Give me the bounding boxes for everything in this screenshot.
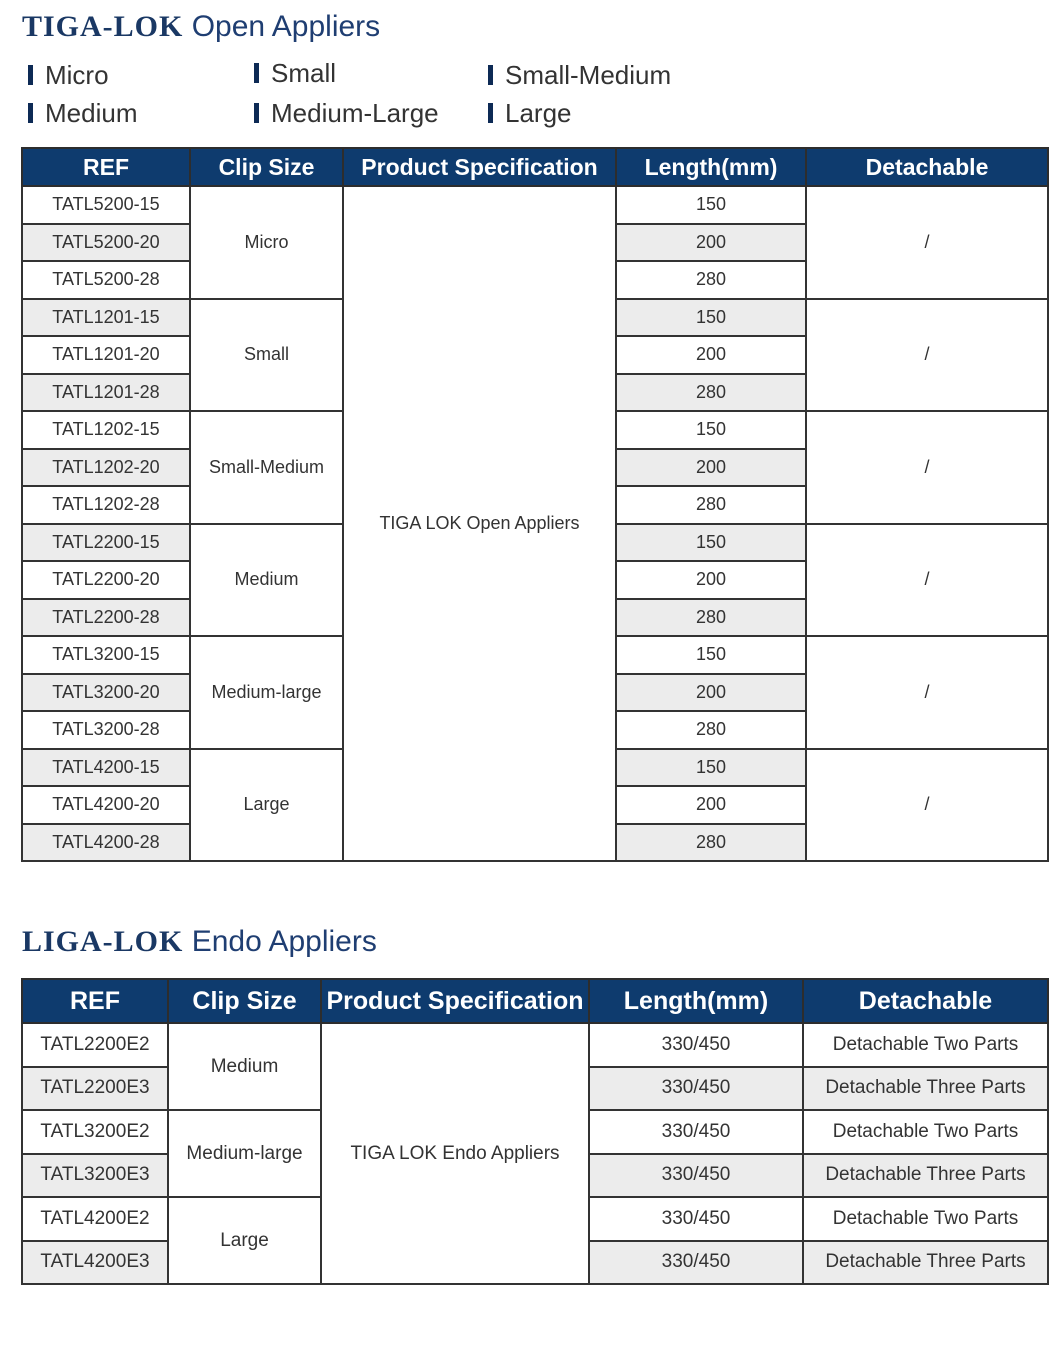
ref-cell: TATL1202-20 <box>22 449 190 487</box>
bullet-bar-icon <box>28 103 33 123</box>
endo-appliers-title <box>22 925 377 959</box>
detachable-cell: / <box>806 299 1048 412</box>
table-header-row <box>22 979 1048 1023</box>
bullet-bar-icon <box>488 65 493 85</box>
length-cell: 200 <box>616 224 806 262</box>
length-cell: 330/450 <box>589 1067 803 1111</box>
bullet-bar-icon <box>254 103 259 123</box>
clip-size-cell: Medium-large <box>190 636 343 749</box>
ref-cell: TATL1201-15 <box>22 299 190 337</box>
detachable-cell: / <box>806 186 1048 299</box>
length-cell: 200 <box>616 561 806 599</box>
bullet-bar-icon <box>28 65 33 85</box>
endo-appliers-table <box>21 978 1049 1285</box>
ref-cell: TATL3200E2 <box>22 1110 168 1154</box>
length-cell: 280 <box>616 374 806 412</box>
clip-size-cell: Micro <box>190 186 343 299</box>
detachable-cell: Detachable Two Parts <box>803 1110 1048 1154</box>
length-cell: 150 <box>616 524 806 562</box>
title-text: Open Appliers <box>191 10 381 43</box>
length-cell: 150 <box>616 636 806 674</box>
col-header-length: Length(mm) <box>589 979 803 1023</box>
table-header-row <box>22 148 1048 186</box>
detachable-cell: Detachable Two Parts <box>803 1023 1048 1067</box>
detachable-cell: Detachable Three Parts <box>803 1241 1048 1285</box>
clip-size-cell: Large <box>190 749 343 862</box>
title-text: Endo Appliers <box>191 925 377 958</box>
col-header-ref: REF <box>22 979 168 1023</box>
ref-cell: TATL2200E3 <box>22 1067 168 1111</box>
clip-size-cell: Small <box>190 299 343 412</box>
length-cell: 150 <box>616 749 806 787</box>
col-header-ref: REF <box>22 148 190 186</box>
detachable-cell: Detachable Three Parts <box>803 1067 1048 1111</box>
detachable-cell: Detachable Two Parts <box>803 1197 1048 1241</box>
ref-cell: TATL1201-20 <box>22 336 190 374</box>
detachable-cell: / <box>806 636 1048 749</box>
length-cell: 330/450 <box>589 1023 803 1067</box>
length-cell: 200 <box>616 336 806 374</box>
ref-cell: TATL1201-28 <box>22 374 190 412</box>
ref-cell: TATL3200-20 <box>22 674 190 712</box>
ref-cell: TATL1202-15 <box>22 411 190 449</box>
col-header-detachable: Detachable <box>806 148 1048 186</box>
length-cell: 330/450 <box>589 1154 803 1198</box>
ref-cell: TATL4200-15 <box>22 749 190 787</box>
length-cell: 150 <box>616 299 806 337</box>
length-cell: 280 <box>616 486 806 524</box>
length-cell: 280 <box>616 711 806 749</box>
ref-cell: TATL2200-28 <box>22 599 190 637</box>
legend-item: Micro <box>28 60 109 91</box>
col-header-product-spec: Product Specification <box>343 148 616 186</box>
col-header-clip-size: Clip Size <box>190 148 343 186</box>
detachable-cell: / <box>806 749 1048 862</box>
legend-item: Small <box>254 58 336 89</box>
bullet-bar-icon <box>254 63 259 83</box>
clip-size-cell: Small-Medium <box>190 411 343 524</box>
legend-item: Small-Medium <box>488 60 671 91</box>
length-cell: 200 <box>616 674 806 712</box>
ref-cell: TATL4200E3 <box>22 1241 168 1285</box>
col-header-length: Length(mm) <box>616 148 806 186</box>
table-row <box>22 1023 1048 1067</box>
title-brand: LIGA-LOK <box>22 925 184 958</box>
ref-cell: TATL4200-20 <box>22 786 190 824</box>
product-spec-cell: TIGA LOK Open Appliers <box>343 186 616 861</box>
ref-cell: TATL4200-28 <box>22 824 190 862</box>
col-header-detachable: Detachable <box>803 979 1048 1023</box>
open-appliers-table <box>21 147 1049 862</box>
ref-cell: TATL3200-28 <box>22 711 190 749</box>
length-cell: 200 <box>616 786 806 824</box>
length-cell: 150 <box>616 411 806 449</box>
clip-size-cell: Large <box>168 1197 321 1284</box>
legend-item: Medium-Large <box>254 98 439 129</box>
product-spec-cell: TIGA LOK Endo Appliers <box>321 1023 589 1284</box>
legend-item: Medium <box>28 98 137 129</box>
detachable-cell: / <box>806 524 1048 637</box>
legend-item: Large <box>488 98 572 129</box>
open-appliers-title <box>22 10 380 44</box>
ref-cell: TATL2200E2 <box>22 1023 168 1067</box>
length-cell: 330/450 <box>589 1241 803 1285</box>
clip-size-cell: Medium-large <box>168 1110 321 1197</box>
col-header-product-spec: Product Specification <box>321 979 589 1023</box>
length-cell: 330/450 <box>589 1110 803 1154</box>
ref-cell: TATL4200E2 <box>22 1197 168 1241</box>
ref-cell: TATL2200-15 <box>22 524 190 562</box>
bullet-bar-icon <box>488 103 493 123</box>
length-cell: 280 <box>616 599 806 637</box>
ref-cell: TATL3200E3 <box>22 1154 168 1198</box>
length-cell: 280 <box>616 261 806 299</box>
table-row <box>22 186 1048 224</box>
title-brand: TIGA-LOK <box>22 10 184 43</box>
col-header-clip-size: Clip Size <box>168 979 321 1023</box>
detachable-cell: Detachable Three Parts <box>803 1154 1048 1198</box>
ref-cell: TATL2200-20 <box>22 561 190 599</box>
clip-size-cell: Medium <box>190 524 343 637</box>
length-cell: 330/450 <box>589 1197 803 1241</box>
length-cell: 150 <box>616 186 806 224</box>
ref-cell: TATL3200-15 <box>22 636 190 674</box>
ref-cell: TATL5200-28 <box>22 261 190 299</box>
detachable-cell: / <box>806 411 1048 524</box>
length-cell: 200 <box>616 449 806 487</box>
length-cell: 280 <box>616 824 806 862</box>
ref-cell: TATL1202-28 <box>22 486 190 524</box>
clip-size-cell: Medium <box>168 1023 321 1110</box>
ref-cell: TATL5200-15 <box>22 186 190 224</box>
ref-cell: TATL5200-20 <box>22 224 190 262</box>
